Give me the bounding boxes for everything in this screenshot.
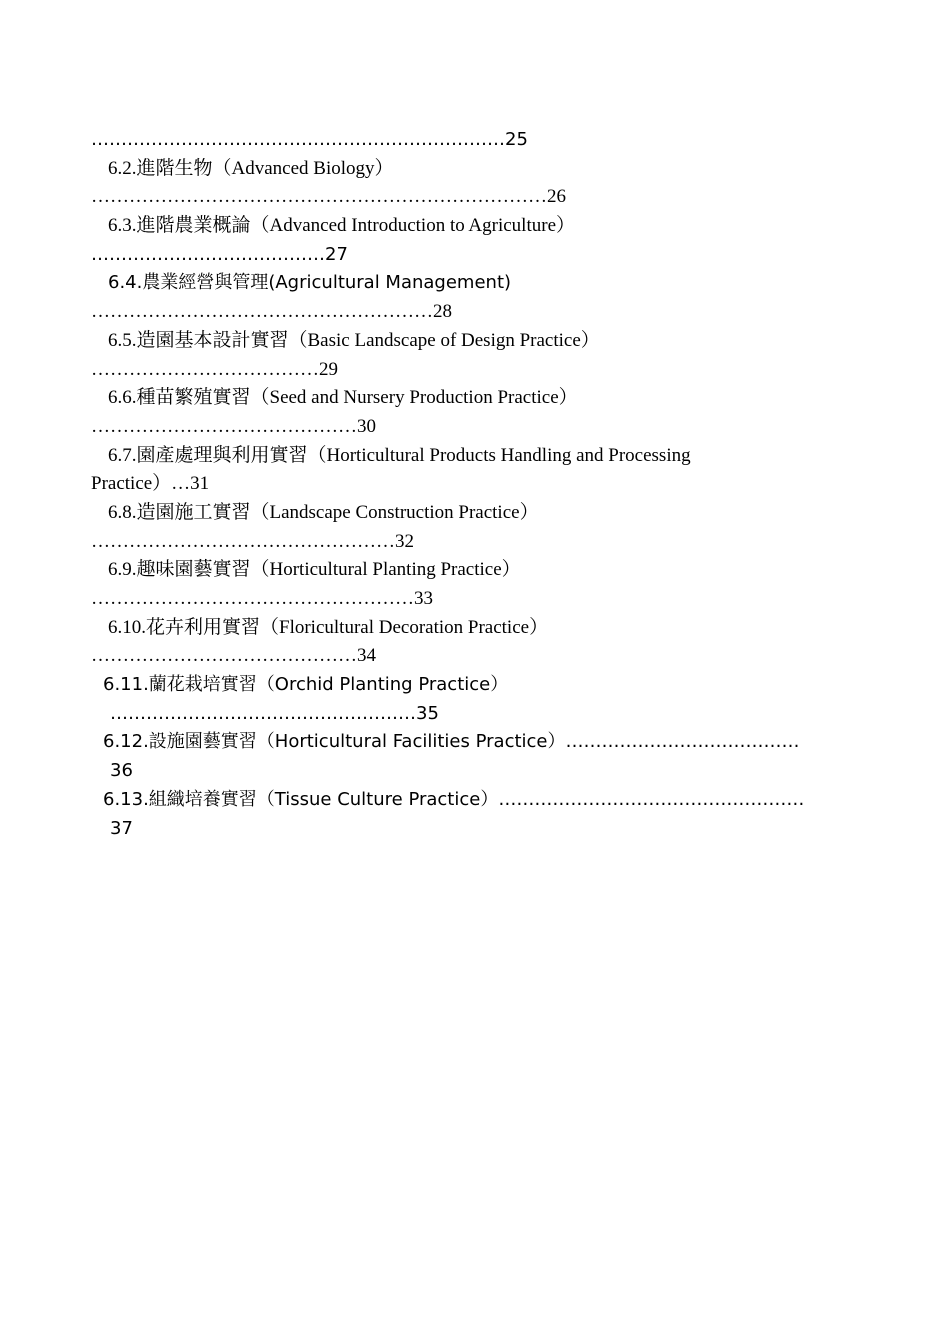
table-of-contents: [91, 126, 871, 843]
toc-line-16: 6.9.趣味園藝實習（Horticultural Planting Practice）: [108, 559, 521, 581]
toc-line-4: 6.3.進階農業概論（Advanced Introduction to Agriculture）: [108, 215, 576, 237]
toc-line-8: 6.5.造園基本設計實習（Basic Landscape of Design Practice）: [108, 329, 600, 351]
toc-line-17: ……………………………………………33: [91, 588, 433, 609]
toc-line-14: 6.8.造園施工實習（Landscape Construction Practice）: [108, 501, 539, 523]
toc-line-19: ……………………………………34: [91, 645, 376, 667]
toc-line-2: 6.2.進階生物（Advanced Biology）: [108, 157, 394, 179]
toc-line-10: 6.6.種苗繁殖實習（Seed and Nursery Production Practice）: [108, 387, 578, 409]
toc-line-1: ……………………………………………………………25: [91, 129, 528, 150]
toc-line-6: 6.4.農業經營與管理(Agricultural Management): [108, 272, 512, 294]
toc-line-3: ………………………………………………………………26: [91, 186, 566, 208]
toc-line-15: …………………………………………32: [91, 530, 414, 552]
toc-line-21: ……………………………………………35: [110, 702, 439, 724]
toc-line-23: 36: [110, 760, 133, 782]
toc-line-18: 6.10.花卉利用實習（Floricultural Decoration Practice）: [108, 616, 549, 638]
toc-line-22: 6.12.設施園藝實習（Horticultural Facilities Practice）…………………………………: [103, 731, 800, 753]
toc-line-5: …………………………………27: [91, 243, 348, 265]
toc-line-12: 6.7.園產處理與利用實習（Horticultural Products Handling and Processing: [108, 444, 691, 466]
toc-line-25: 37: [110, 817, 133, 839]
toc-line-20: 6.11.蘭花栽培實習（Orchid Planting Practice）: [103, 674, 509, 696]
toc-line-9: ………………………………29: [91, 358, 338, 380]
toc-line-13: Practice）…31: [91, 473, 210, 495]
toc-line-24: 6.13.組織培養實習（Tissue Culture Practice）……………………………………………: [103, 788, 805, 810]
toc-line-11: ……………………………………30: [91, 415, 376, 437]
toc-line-7: ………………………………………………28: [91, 301, 452, 323]
